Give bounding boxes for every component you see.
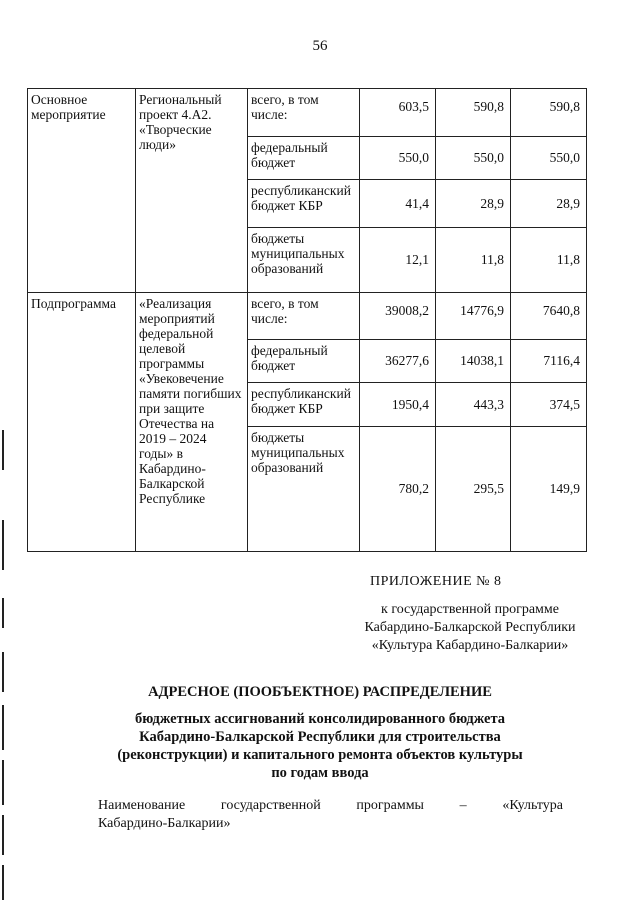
value-cell: 443,3 bbox=[436, 383, 511, 427]
appendix-line: «Культура Кабардино-Балкарии» bbox=[371, 638, 569, 653]
value-cell: 550,0 bbox=[436, 137, 511, 180]
value-cell: 780,2 bbox=[360, 427, 436, 552]
program-name-continuation: Кабардино-Балкарии» bbox=[98, 816, 231, 831]
source-cell: бюджеты муниципальных образований bbox=[248, 427, 360, 552]
program-word: «Культура bbox=[502, 798, 563, 813]
heading-subtitle: Кабардино-Балкарской Республики для строительства bbox=[139, 729, 501, 745]
program-word: государственной bbox=[220, 798, 321, 813]
margin-mark bbox=[2, 815, 4, 855]
program-word: – bbox=[459, 798, 467, 813]
source-cell: федеральный бюджет bbox=[248, 340, 360, 383]
value-cell: 11,8 bbox=[436, 228, 511, 293]
row-name-cell: Региональный проект 4.А2. «Творческие люди» bbox=[136, 89, 248, 293]
value-cell: 36277,6 bbox=[360, 340, 436, 383]
appendix-line: к государственной программе bbox=[381, 602, 559, 617]
margin-mark bbox=[2, 865, 4, 900]
value-cell: 11,8 bbox=[511, 228, 587, 293]
source-cell: бюджеты муниципальных образований bbox=[248, 228, 360, 293]
table-row bbox=[28, 293, 587, 340]
budget-table bbox=[27, 88, 587, 552]
value-cell: 1950,4 bbox=[360, 383, 436, 427]
document-heading: АДРЕСНОЕ (ПООБЪЕКТНОЕ) РАСПРЕДЕЛЕНИЕ bbox=[148, 684, 492, 700]
source-cell: республиканский бюджет КБР bbox=[248, 383, 360, 427]
value-cell: 295,5 bbox=[436, 427, 511, 552]
value-cell: 590,8 bbox=[436, 89, 511, 137]
table-row bbox=[28, 89, 587, 137]
value-cell: 14776,9 bbox=[436, 293, 511, 340]
value-cell: 14038,1 bbox=[436, 340, 511, 383]
heading-subtitle: бюджетных ассигнований консолидированного бюджета bbox=[134, 711, 506, 727]
value-cell: 12,1 bbox=[360, 228, 436, 293]
row-name-cell: «Реализация мероприятий федеральной целевой программы «Увековечение памяти погибших при защите Отечества на 2019 – 2024 годы» в Кабардино-Балкарской Республике bbox=[136, 293, 248, 552]
row-type-cell: Основное мероприятие bbox=[28, 89, 136, 293]
program-word: программы bbox=[356, 798, 424, 813]
margin-mark bbox=[2, 652, 4, 692]
margin-mark bbox=[2, 430, 4, 470]
value-cell: 603,5 bbox=[360, 89, 436, 137]
value-cell: 7116,4 bbox=[511, 340, 587, 383]
value-cell: 28,9 bbox=[511, 180, 587, 228]
source-cell: всего, в том числе: bbox=[248, 89, 360, 137]
appendix-line: Кабардино-Балкарской Республики bbox=[364, 620, 576, 635]
source-cell: федеральный бюджет bbox=[248, 137, 360, 180]
value-cell: 374,5 bbox=[511, 383, 587, 427]
value-cell: 39008,2 bbox=[360, 293, 436, 340]
source-cell: всего, в том числе: bbox=[248, 293, 360, 340]
margin-mark bbox=[2, 520, 4, 570]
value-cell: 149,9 bbox=[511, 427, 587, 552]
heading-subtitle: (реконструкции) и капитального ремонта объектов культуры bbox=[117, 747, 523, 763]
margin-mark bbox=[2, 598, 4, 628]
value-cell: 28,9 bbox=[436, 180, 511, 228]
program-name-line bbox=[98, 798, 563, 814]
value-cell: 41,4 bbox=[360, 180, 436, 228]
margin-mark bbox=[2, 760, 4, 805]
margin-mark bbox=[2, 705, 4, 750]
value-cell: 7640,8 bbox=[511, 293, 587, 340]
appendix-title: ПРИЛОЖЕНИЕ № 8 bbox=[370, 574, 502, 589]
page-number: 56 bbox=[312, 38, 328, 54]
value-cell: 590,8 bbox=[511, 89, 587, 137]
source-cell: республиканский бюджет КБР bbox=[248, 180, 360, 228]
row-type-cell: Подпрограмма bbox=[28, 293, 136, 552]
heading-subtitle: по годам ввода bbox=[271, 765, 369, 781]
value-cell: 550,0 bbox=[511, 137, 587, 180]
value-cell: 550,0 bbox=[360, 137, 436, 180]
program-word: Наименование bbox=[98, 798, 186, 813]
